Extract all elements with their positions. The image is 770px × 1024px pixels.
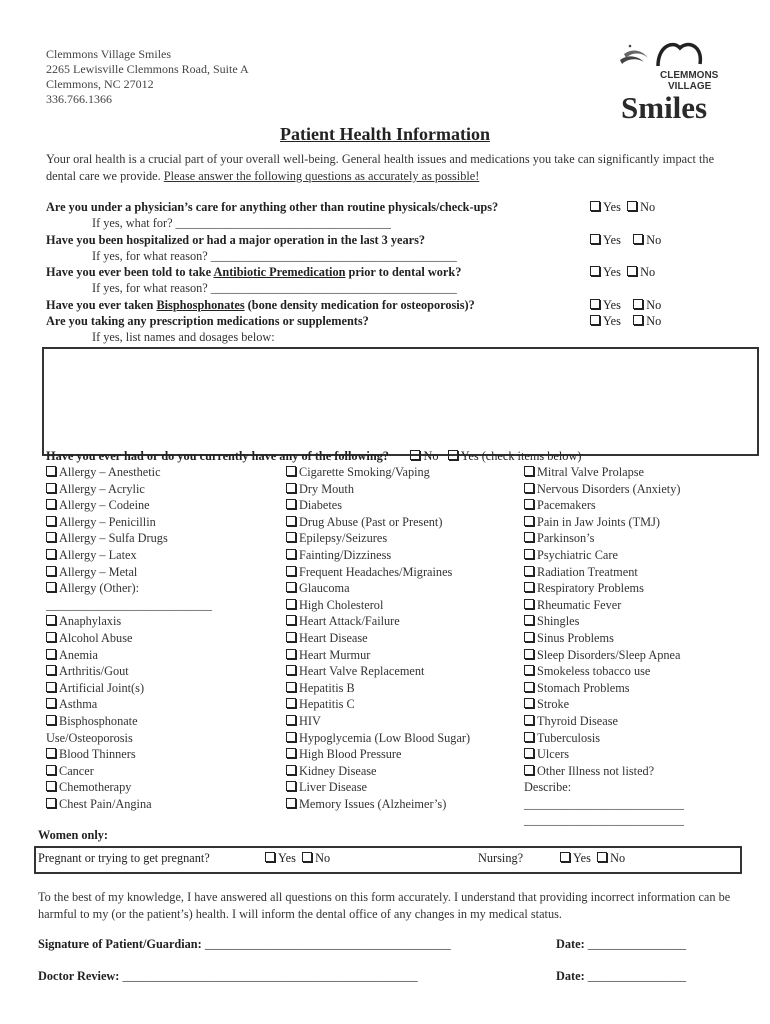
pregnant-yes-no[interactable] [265, 851, 330, 866]
condition-item[interactable] [524, 696, 684, 713]
checkbox-icon[interactable] [286, 532, 296, 542]
condition-label: Allergy – Penicillin [59, 514, 156, 529]
condition-label: Glaucoma [299, 581, 350, 596]
condition-item[interactable] [46, 497, 212, 514]
checkbox-icon[interactable] [46, 483, 56, 493]
condition-label: Hepatitis B [299, 680, 355, 695]
q3-pre: Have you ever been told to take [46, 265, 214, 279]
checkbox-icon[interactable] [633, 299, 643, 309]
condition-label: Hypoglycemia (Low Blood Sugar) [299, 730, 471, 745]
condition-label: Respiratory Problems [537, 581, 644, 596]
checkbox-icon[interactable] [265, 852, 275, 862]
logo-line-2: VILLAGE [668, 81, 712, 92]
condition-item[interactable] [524, 530, 684, 547]
conditions-column-1 [46, 464, 212, 812]
condition-label: Sinus Problems [537, 630, 614, 645]
checkbox-icon[interactable] [286, 516, 296, 526]
condition-label: Ulcers [537, 747, 570, 762]
checkbox-icon[interactable] [627, 266, 637, 276]
question-hospitalized: Have you been hospitalized or had a major operation in the last 3 years? [46, 233, 426, 247]
condition-label: Allergy – Sulfa Drugs [59, 531, 168, 546]
condition-item[interactable] [524, 730, 684, 747]
practice-phone: 336.766.1366 [46, 92, 112, 106]
condition-item[interactable] [46, 680, 212, 697]
condition-item[interactable] [286, 796, 470, 813]
checkbox-icon[interactable] [286, 549, 296, 559]
condition-item[interactable] [524, 464, 684, 481]
condition-item[interactable] [286, 647, 470, 664]
condition-label: Memory Issues (Alzheimer’s) [299, 796, 447, 811]
condition-item[interactable] [286, 597, 470, 614]
yes-label: Yes [278, 851, 296, 865]
condition-item[interactable] [286, 481, 470, 498]
intro-body: Your oral health is a crucial part of your overall well-being. General health issues and medications you take can significantly impact the dental care we provide. [46, 152, 715, 183]
checkbox-icon[interactable] [46, 632, 56, 642]
condition-label: Allergy – Anesthetic [59, 465, 161, 479]
condition-item[interactable] [46, 647, 212, 664]
condition-item[interactable] [286, 564, 470, 581]
condition-label: Pain in Jaw Joints (TMJ) [537, 514, 660, 529]
checkbox-icon[interactable] [286, 798, 296, 808]
condition-item[interactable] [286, 613, 470, 630]
condition-label: High Cholesterol [299, 597, 384, 612]
condition-label: Allergy – Acrylic [59, 481, 145, 496]
condition-label: Chemotherapy [59, 780, 132, 795]
condition-item[interactable] [286, 730, 470, 747]
intro-emphasis: Please answer the following questions as accurately as possible! [163, 169, 480, 183]
condition-label: Use/Osteoporosis [46, 730, 133, 745]
date-label: Date: [556, 969, 585, 983]
condition-item[interactable] [46, 713, 212, 730]
condition-label: Mitral Valve Prolapse [537, 465, 645, 479]
condition-label: Epilepsy/Seizures [299, 531, 388, 546]
condition-item[interactable] [286, 680, 470, 697]
condition-label: Chest Pain/Angina [59, 796, 152, 811]
yes-label: Yes [603, 265, 621, 279]
condition-label: Anemia [59, 647, 98, 662]
condition-label: Stomach Problems [537, 680, 630, 695]
no-label: No [646, 233, 662, 247]
physician-followup[interactable]: If yes, what for? ___________________________________ [92, 216, 391, 230]
condition-label: Describe: [524, 780, 572, 795]
checkbox-icon[interactable] [286, 499, 296, 509]
checkbox-icon[interactable] [524, 682, 534, 692]
q4-underlined: Bisphosphonates [156, 298, 245, 312]
checkbox-icon[interactable] [286, 466, 296, 476]
condition-label: Nervous Disorders (Anxiety) [537, 481, 681, 496]
condition-label: __________________________ [524, 796, 684, 811]
patient-signature-row[interactable] [38, 937, 451, 952]
checkbox-icon[interactable] [597, 852, 607, 862]
page-title: Patient Health Information [280, 124, 490, 144]
yes-label: Yes [603, 298, 621, 312]
checkbox-icon[interactable] [286, 748, 296, 758]
condition-item[interactable] [46, 530, 212, 547]
checkbox-icon[interactable] [524, 698, 534, 708]
condition-item[interactable] [524, 580, 684, 597]
allergy-other-line [46, 597, 212, 614]
condition-item[interactable] [286, 763, 470, 780]
condition-label: HIV [299, 713, 321, 728]
checkbox-icon[interactable] [46, 765, 56, 775]
condition-item[interactable] [524, 597, 684, 614]
condition-item[interactable] [46, 779, 212, 796]
condition-label: Parkinson’s [537, 531, 595, 546]
q3-underlined: Antibiotic Premedication [213, 265, 346, 279]
condition-item[interactable] [286, 547, 470, 564]
condition-continuation [46, 730, 212, 747]
q4-post: (bone density medication for osteoporosis)? [244, 298, 475, 312]
yes-no-physician[interactable] [590, 200, 655, 215]
declaration-text: To the best of my knowledge, I have answered all questions on this form accurately. I understand that providing incorrect information can be harmful to my (or the patient’s) health. I will inform the dental office of any changes in my medical status. [38, 890, 731, 921]
checkbox-icon[interactable] [590, 201, 600, 211]
checkbox-icon[interactable] [286, 698, 296, 708]
condition-item[interactable] [286, 580, 470, 597]
condition-item[interactable] [524, 481, 684, 498]
q3-post: prior to dental work? [345, 265, 462, 279]
practice-logo [618, 38, 723, 124]
pregnant-label: Pregnant or trying to get pregnant? [38, 851, 210, 865]
condition-item[interactable] [46, 514, 212, 531]
no-label: No [640, 265, 656, 279]
logo-line-3: Smiles [621, 90, 708, 124]
address-line-1: 2265 Lewisville Clemmons Road, Suite A [46, 62, 249, 76]
condition-label: Pacemakers [537, 498, 596, 513]
doctor-review-row[interactable] [38, 969, 418, 984]
condition-item[interactable] [286, 713, 470, 730]
condition-label: Radiation Treatment [537, 564, 638, 579]
checkbox-icon[interactable] [524, 549, 534, 559]
condition-label: Stroke [537, 697, 570, 712]
conditions-yes: Yes (check items below) [460, 449, 582, 463]
condition-item[interactable] [46, 580, 212, 597]
q4-pre: Have you ever taken [46, 298, 157, 312]
conditions-question-row [46, 449, 581, 464]
checkbox-icon[interactable] [286, 582, 296, 592]
checkbox-icon[interactable] [524, 665, 534, 675]
condition-item[interactable] [46, 796, 212, 813]
condition-label: Allergy (Other): [59, 581, 140, 596]
yes-label: Yes [603, 233, 621, 247]
condition-label: Fainting/Dizziness [299, 547, 392, 562]
patient-signature-line[interactable]: ________________________________________ [204, 937, 451, 951]
medications-followup: If yes, list names and dosages below: [92, 330, 275, 344]
checkbox-icon[interactable] [286, 715, 296, 725]
condition-item[interactable] [286, 779, 470, 796]
checkbox-icon[interactable] [286, 682, 296, 692]
intro-text [46, 151, 736, 185]
conditions-column-3 [524, 464, 684, 829]
condition-label: Tuberculosis [537, 730, 601, 745]
checkbox-icon[interactable] [46, 715, 56, 725]
condition-item[interactable] [46, 746, 212, 763]
yes-no-bisphosphonates[interactable] [590, 298, 661, 313]
checkbox-icon[interactable] [524, 499, 534, 509]
patient-signature-label: Signature of Patient/Guardian: [38, 937, 202, 951]
condition-label: High Blood Pressure [299, 747, 402, 762]
doctor-date-row[interactable] [556, 969, 686, 984]
condition-label: Allergy – Metal [59, 564, 138, 579]
checkbox-icon[interactable] [524, 615, 534, 625]
checkbox-icon[interactable] [46, 566, 56, 576]
checkbox-icon[interactable] [46, 499, 56, 509]
condition-label: Blood Thinners [59, 747, 136, 762]
condition-label: Psychiatric Care [537, 547, 618, 562]
question-bisphosphonates [46, 298, 475, 313]
condition-item[interactable] [286, 663, 470, 680]
checkbox-icon[interactable] [302, 852, 312, 862]
conditions-no: No [423, 449, 439, 463]
condition-label: Artificial Joint(s) [59, 680, 145, 695]
condition-item[interactable] [46, 663, 212, 680]
checkbox-icon[interactable] [46, 665, 56, 675]
checkbox-icon[interactable] [410, 450, 420, 460]
checkbox-icon[interactable] [633, 315, 643, 325]
condition-label: Asthma [59, 697, 98, 712]
doctor-review-line[interactable]: ________________________________________________ [122, 969, 418, 983]
checkbox-icon[interactable] [286, 649, 296, 659]
describe-line [524, 796, 684, 813]
condition-label: Arthritis/Gout [59, 664, 129, 679]
condition-label: Drug Abuse (Past or Present) [299, 514, 443, 529]
doctor-review-label: Doctor Review: [38, 969, 120, 983]
condition-label: Heart Valve Replacement [299, 664, 425, 679]
address-line-2: Clemmons, NC 27012 [46, 77, 154, 91]
condition-label: Hepatitis C [299, 697, 355, 712]
condition-label: Heart Attack/Failure [299, 614, 400, 629]
question-physician: Are you under a physician’s care for anything other than routine physicals/check-ups? [46, 200, 499, 214]
question-medications: Are you taking any prescription medications or supplements? [46, 314, 369, 328]
yes-no-medications[interactable] [590, 314, 661, 329]
no-label: No [646, 314, 662, 328]
checkbox-icon[interactable] [633, 234, 643, 244]
condition-label: Anaphylaxis [59, 614, 122, 629]
no-label: No [646, 298, 662, 312]
describe-label [524, 779, 684, 796]
condition-item[interactable] [524, 713, 684, 730]
checkbox-icon[interactable] [286, 599, 296, 609]
checkbox-icon[interactable] [627, 201, 637, 211]
nursing-yes-no[interactable] [560, 851, 625, 866]
checkbox-icon[interactable] [590, 299, 600, 309]
medications-textarea[interactable] [42, 347, 759, 456]
checkbox-icon[interactable] [286, 632, 296, 642]
condition-item[interactable] [286, 464, 470, 481]
checkbox-icon[interactable] [560, 852, 570, 862]
condition-label: Smokeless tobacco use [537, 664, 651, 679]
women-only-heading: Women only: [38, 828, 109, 842]
condition-label: Rheumatic Fever [537, 597, 622, 612]
checkbox-icon[interactable] [524, 532, 534, 542]
condition-item[interactable] [46, 481, 212, 498]
no-label: No [610, 851, 626, 865]
checkbox-icon[interactable] [524, 748, 534, 758]
checkbox-icon[interactable] [524, 566, 534, 576]
condition-label: Heart Disease [299, 630, 368, 645]
checkbox-icon[interactable] [590, 315, 600, 325]
checkbox-icon[interactable] [524, 466, 534, 476]
condition-label: Kidney Disease [299, 763, 377, 778]
nursing-label: Nursing? [478, 851, 524, 865]
condition-label: Shingles [537, 614, 580, 629]
condition-label: __________________________ [524, 813, 684, 828]
checkbox-icon[interactable] [46, 698, 56, 708]
condition-label: Other Illness not listed? [537, 763, 655, 778]
checkbox-icon[interactable] [286, 665, 296, 675]
checkbox-icon[interactable] [46, 649, 56, 659]
checkbox-icon[interactable] [524, 632, 534, 642]
checkbox-icon[interactable] [46, 682, 56, 692]
condition-item[interactable] [524, 630, 684, 647]
checkbox-icon[interactable] [524, 732, 534, 742]
checkbox-icon[interactable] [524, 599, 534, 609]
no-label: No [315, 851, 331, 865]
yes-no-hospitalized[interactable] [590, 233, 661, 248]
checkbox-icon[interactable] [590, 266, 600, 276]
question-antibiotic [46, 265, 461, 280]
logo-line-1: CLEMMONS [660, 70, 719, 81]
condition-item[interactable] [286, 696, 470, 713]
checkbox-icon[interactable] [524, 582, 534, 592]
condition-item[interactable] [524, 514, 684, 531]
condition-label: Allergy – Latex [59, 547, 137, 562]
yes-label: Yes [603, 200, 621, 214]
checkbox-icon[interactable] [448, 450, 458, 460]
condition-item[interactable] [286, 746, 470, 763]
condition-item[interactable] [524, 763, 684, 780]
practice-address [46, 47, 249, 107]
yes-label: Yes [573, 851, 591, 865]
checkbox-icon[interactable] [524, 715, 534, 725]
condition-label: Heart Murmur [299, 647, 371, 662]
condition-item[interactable] [524, 613, 684, 630]
date-line[interactable]: ________________ [587, 969, 687, 983]
condition-item[interactable] [524, 497, 684, 514]
condition-label: Diabetes [299, 498, 343, 513]
condition-label: Allergy – Codeine [59, 498, 150, 513]
checkbox-icon[interactable] [46, 748, 56, 758]
condition-label: Dry Mouth [299, 481, 354, 496]
checkbox-icon[interactable] [46, 615, 56, 625]
date-label: Date: [556, 937, 585, 951]
condition-item[interactable] [286, 630, 470, 647]
condition-item[interactable] [46, 464, 212, 481]
condition-label: ___________________________ [46, 597, 213, 612]
condition-label: Alcohol Abuse [59, 630, 133, 645]
checkbox-icon[interactable] [286, 566, 296, 576]
condition-label: Bisphosphonate [59, 713, 138, 728]
condition-item[interactable] [46, 547, 212, 564]
checkbox-icon[interactable] [590, 234, 600, 244]
checkbox-icon[interactable] [524, 483, 534, 493]
yes-label: Yes [603, 314, 621, 328]
checkbox-icon[interactable] [286, 483, 296, 493]
condition-item[interactable] [286, 530, 470, 547]
condition-item[interactable] [524, 564, 684, 581]
condition-item[interactable] [524, 680, 684, 697]
checkbox-icon[interactable] [286, 765, 296, 775]
condition-item[interactable] [46, 564, 212, 581]
condition-item[interactable] [286, 497, 470, 514]
condition-label: Sleep Disorders/Sleep Apnea [537, 647, 681, 662]
checkbox-icon[interactable] [46, 516, 56, 526]
condition-item[interactable] [286, 514, 470, 531]
practice-name: Clemmons Village Smiles [46, 47, 172, 61]
hospitalized-followup[interactable]: If yes, for what reason? ________________________________________ [92, 249, 457, 263]
yes-no-antibiotic[interactable] [590, 265, 655, 280]
no-label: No [640, 200, 656, 214]
condition-item[interactable] [524, 746, 684, 763]
condition-label: Cancer [59, 763, 94, 778]
condition-item[interactable] [46, 630, 212, 647]
date-line[interactable]: ________________ [587, 937, 687, 951]
checkbox-icon[interactable] [46, 532, 56, 542]
checkbox-icon[interactable] [46, 466, 56, 476]
checkbox-icon[interactable] [524, 649, 534, 659]
checkbox-icon[interactable] [524, 516, 534, 526]
condition-label: Thyroid Disease [537, 713, 618, 728]
patient-date-row[interactable] [556, 937, 686, 952]
condition-label: Liver Disease [299, 780, 367, 795]
condition-item[interactable] [524, 663, 684, 680]
condition-label: Frequent Headaches/Migraines [299, 564, 453, 579]
condition-item[interactable] [524, 547, 684, 564]
checkbox-icon[interactable] [286, 732, 296, 742]
checkbox-icon[interactable] [46, 781, 56, 791]
checkbox-icon[interactable] [286, 615, 296, 625]
condition-item[interactable] [46, 763, 212, 780]
condition-item[interactable] [46, 613, 212, 630]
checkbox-icon[interactable] [286, 781, 296, 791]
antibiotic-followup[interactable]: If yes, for what reason? ________________________________________ [92, 281, 457, 295]
checkbox-icon[interactable] [46, 549, 56, 559]
checkbox-icon[interactable] [524, 765, 534, 775]
conditions-question: Have you ever had or do you currently have any of the following? [46, 449, 389, 463]
checkbox-icon[interactable] [46, 582, 56, 592]
describe-line [524, 812, 684, 829]
condition-item[interactable] [524, 647, 684, 664]
conditions-column-2 [286, 464, 470, 812]
checkbox-icon[interactable] [46, 798, 56, 808]
condition-label: Cigarette Smoking/Vaping [299, 465, 430, 479]
condition-item[interactable] [46, 696, 212, 713]
